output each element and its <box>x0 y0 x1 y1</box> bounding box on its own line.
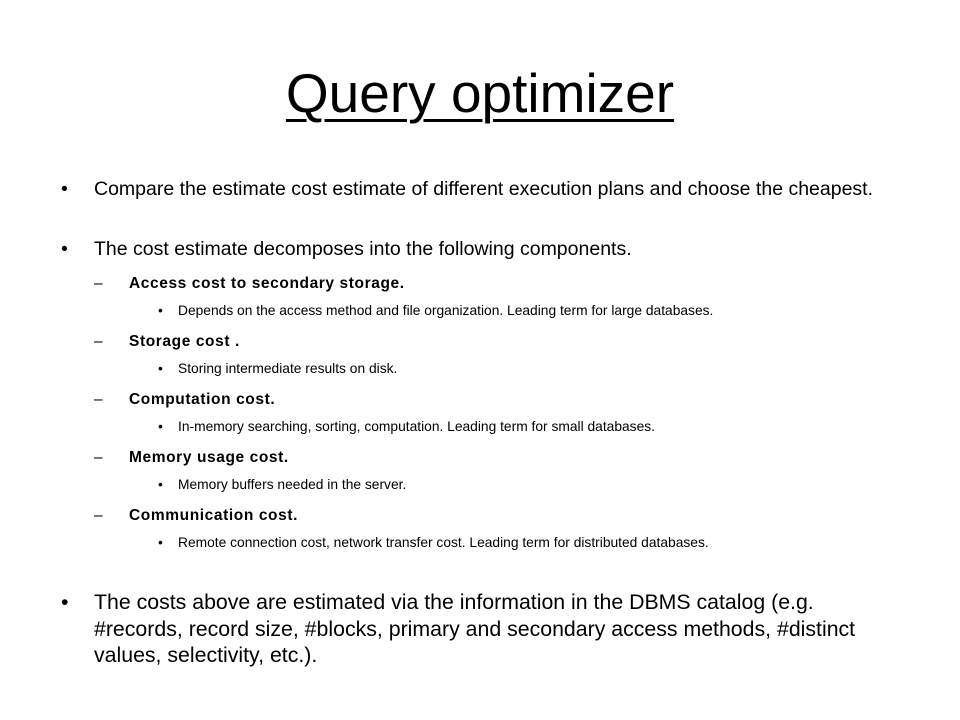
bullet-marker: • <box>158 419 163 434</box>
component-storage-cost <box>94 332 240 352</box>
bullet-marker: • <box>158 535 163 550</box>
bullet-compare-plans <box>61 176 914 202</box>
bullet-cost-components <box>61 236 914 262</box>
bullet-dbms-catalog <box>61 589 874 669</box>
component-name: Storage cost . <box>129 333 240 350</box>
component-computation-cost-detail <box>158 418 655 436</box>
bullet-text: The costs above are estimated via the information in the DBMS catalog (e.g. #records, record size, #blocks, primary and secondary access methods, #distinct values, selectivity, etc.). <box>94 590 856 667</box>
component-memory-cost-detail <box>158 476 407 494</box>
bullet-text: Compare the estimate cost estimate of different execution plans and choose the cheapest. <box>94 178 874 200</box>
bullet-marker: • <box>158 303 163 318</box>
component-detail: Depends on the access method and file organization. Leading term for large databases. <box>178 303 714 318</box>
dash-marker: – <box>94 507 104 524</box>
bullet-text: The cost estimate decomposes into the following components. <box>94 238 632 260</box>
bullet-marker: • <box>61 590 69 614</box>
component-name: Communication cost. <box>129 507 298 524</box>
component-name: Computation cost. <box>129 391 276 408</box>
slide-title-text: Query optimizer <box>285 62 675 124</box>
component-name: Memory usage cost. <box>129 449 289 466</box>
component-detail: Remote connection cost, network transfer cost. Leading term for distributed databases. <box>178 535 709 550</box>
bullet-marker: • <box>61 238 68 260</box>
component-access-cost <box>94 274 405 294</box>
component-communication-cost-detail <box>158 534 709 552</box>
bullet-marker: • <box>61 178 68 200</box>
component-detail: Storing intermediate results on disk. <box>178 361 398 376</box>
component-storage-cost-detail <box>158 360 398 378</box>
component-detail: In-memory searching, sorting, computation. Leading term for small databases. <box>178 419 655 434</box>
dash-marker: – <box>94 449 104 466</box>
component-detail: Memory buffers needed in the server. <box>178 477 407 492</box>
component-memory-cost <box>94 448 289 468</box>
dash-marker: – <box>94 333 104 350</box>
component-access-cost-detail <box>158 302 714 320</box>
bullet-marker: • <box>158 477 163 492</box>
dash-marker: – <box>94 275 104 292</box>
bullet-marker: • <box>158 361 163 376</box>
component-name: Access cost to secondary storage. <box>129 275 405 292</box>
component-communication-cost <box>94 506 298 526</box>
dash-marker: – <box>94 391 104 408</box>
component-computation-cost <box>94 390 276 410</box>
